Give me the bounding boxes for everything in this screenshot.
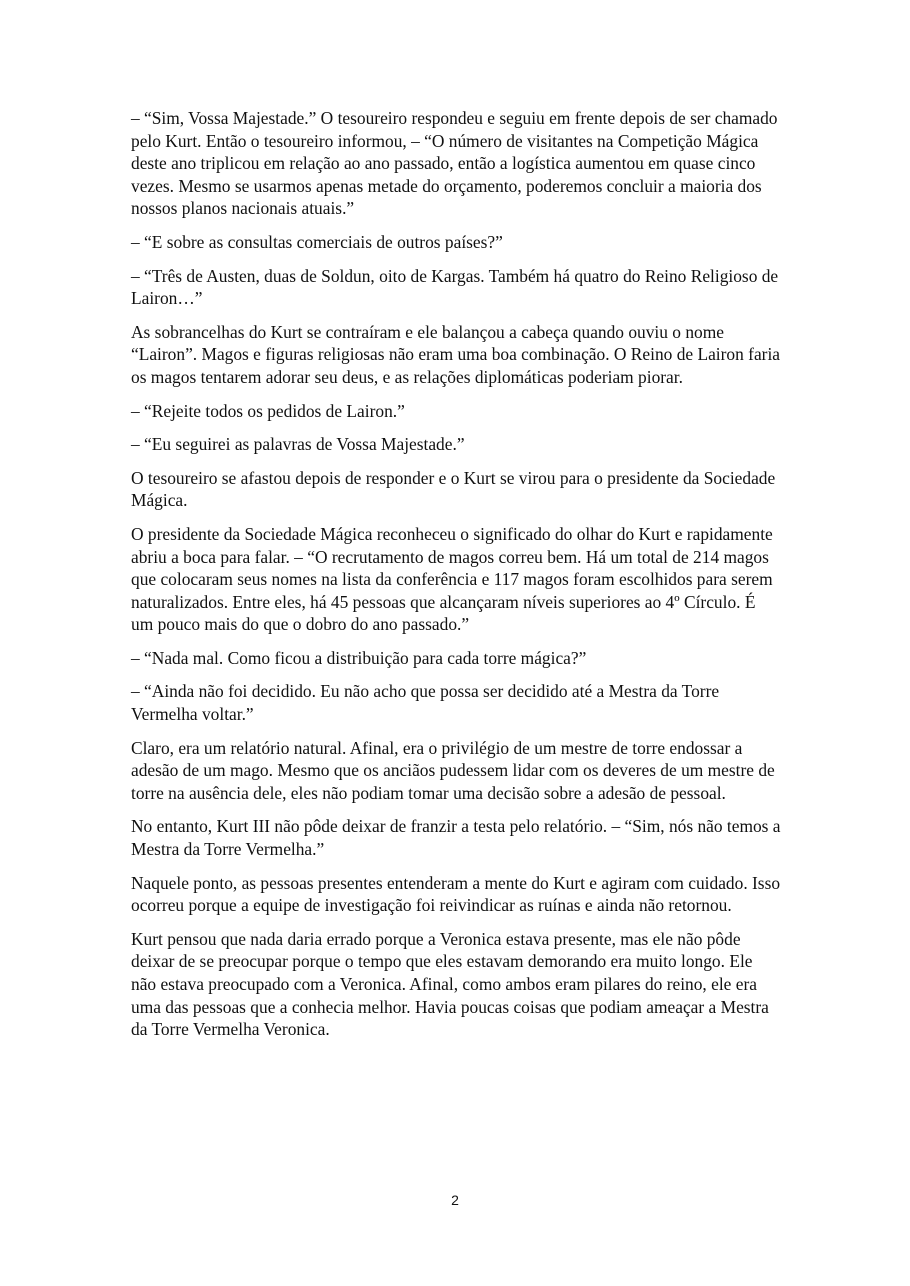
paragraph: – “Nada mal. Como ficou a distribuição para cada torre mágica?” <box>131 647 587 668</box>
paragraph: Claro, era um relatório natural. Afinal, era o privilégio de um mestre de torre endossar a adesão de um mago. Mesmo que os anciãos pudessem lidar com os deveres de um mestre de torre na ausência dele, eles não podiam tomar uma decisão sobre a adesão de pessoal. <box>131 737 775 803</box>
paragraph: Kurt pensou que nada daria errado porque a Veronica estava presente, mas ele não pôde deixar de se preocupar porque o tempo que eles estavam demorando era muito longo. Ele não estava preocupado com a Veronica. Afinal, como ambos eram pilares do reino, ele era uma das pessoas que a conhecia melhor. Havia poucas coisas que podiam ameaçar a Mestra da Torre Vermelha Veronica. <box>131 928 769 1040</box>
paragraph: – “Ainda não foi decidido. Eu não acho que possa ser decidido até a Mestra da Torre Vermelha voltar.” <box>131 681 720 725</box>
paragraph: O presidente da Sociedade Mágica reconheceu o significado do olhar do Kurt e rapidamente abriu a boca para falar. – “O recrutamento de magos correu bem. Há um total de 214 magos que colocaram seus nomes na lista da conferência e 117 magos foram escolhidos para serem naturalizados. Entre eles, há 45 pessoas que alcançaram níveis superiores ao 4º Círculo. É um pouco mais do que o dobro do ano passado.” <box>131 523 773 635</box>
paragraph: As sobrancelhas do Kurt se contraíram e ele balançou a cabeça quando ouviu o nome “Lairon”. Magos e figuras religiosas não eram uma boa combinação. O Reino de Lairon faria os magos tentarem adorar seu deus, e as relações diplomáticas poderiam piorar. <box>131 321 781 387</box>
paragraph: O tesoureiro se afastou depois de responder e o Kurt se virou para o presidente da Sociedade Mágica. <box>131 467 776 511</box>
paragraph: – “E sobre as consultas comerciais de outros países?” <box>131 231 503 252</box>
paragraph: – “Eu seguirei as palavras de Vossa Majestade.” <box>131 434 465 455</box>
paragraph: – “Sim, Vossa Majestade.” O tesoureiro respondeu e seguiu em frente depois de ser chamado pelo Kurt. Então o tesoureiro informou, – “O número de visitantes na Competição Mágica deste ano triplicou em relação ao ano passado, então a logística aumentou em quase cinco vezes. Mesmo se usarmos apenas metade do orçamento, poderemos concluir a maioria dos nossos planos nacionais atuais.” <box>131 108 778 219</box>
paragraph: Naquele ponto, as pessoas presentes entenderam a mente do Kurt e agiram com cuidado. Isso ocorreu porque a equipe de investigação foi reivindicar as ruínas e ainda não retornou. <box>131 872 781 916</box>
document-body <box>131 107 781 1052</box>
paragraph: – “Rejeite todos os pedidos de Lairon.” <box>131 400 405 421</box>
paragraph: No entanto, Kurt III não pôde deixar de franzir a testa pelo relatório. – “Sim, nós não temos a Mestra da Torre Vermelha.” <box>131 816 781 860</box>
page-number: 2 <box>451 1192 459 1208</box>
paragraph: – “Três de Austen, duas de Soldun, oito de Kargas. Também há quatro do Reino Religioso de Lairon…” <box>131 265 779 309</box>
